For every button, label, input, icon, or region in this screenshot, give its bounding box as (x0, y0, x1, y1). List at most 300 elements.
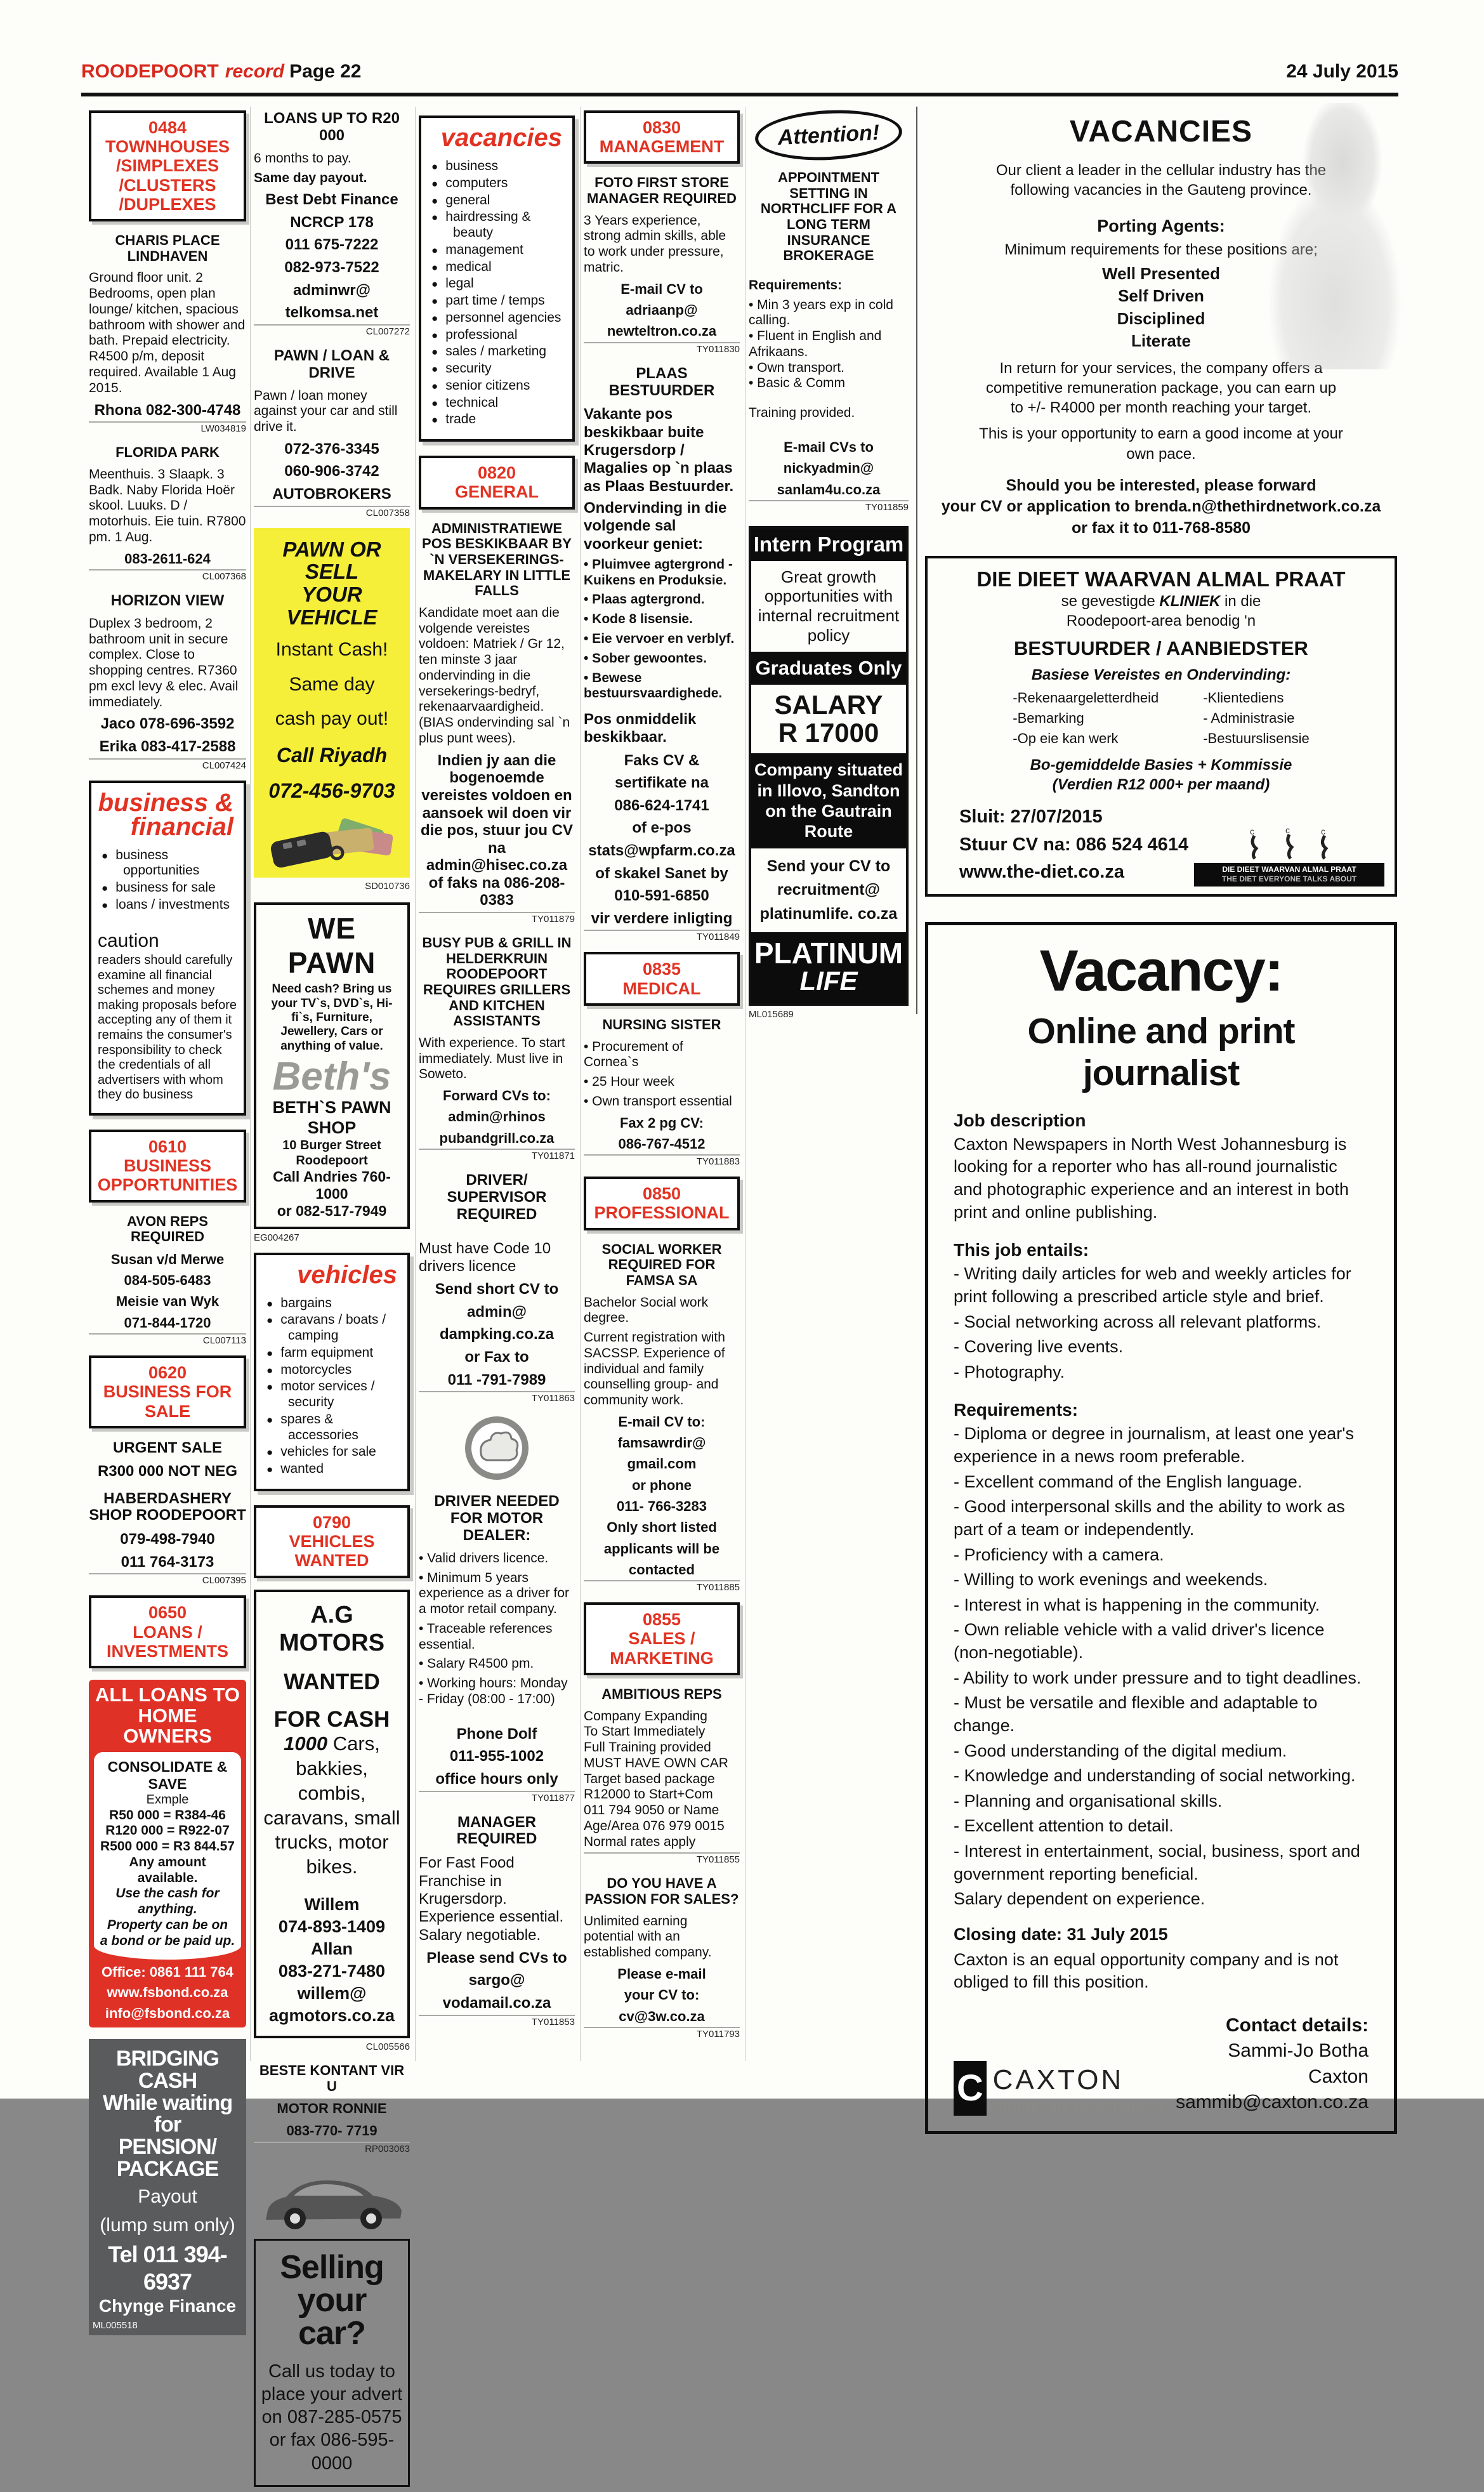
ad-horizon-view (89, 593, 246, 772)
panel-subtitle: Exmple (146, 1793, 189, 1807)
ad-cta: 086-767-4512 (618, 1135, 706, 1152)
ad-cta: or Fax to (464, 1348, 529, 1366)
vacancy-role: Online and print journalist (1027, 1010, 1295, 1093)
ad-cta: office hours only (435, 1770, 558, 1788)
commission-line: (Verdien R12 000+ per maand) (1052, 776, 1270, 794)
ad-ref: SD010736 (365, 880, 410, 892)
svg-text:c: c (1285, 824, 1290, 835)
ad-contact: Willem (304, 1894, 360, 1914)
ad-title: DIE DIEET WAARVAN ALMAL PRAAT (976, 567, 1346, 591)
list-item: ● personnel agencies (431, 310, 566, 326)
ad-platinum-life (749, 526, 909, 1006)
diet-figures-icon (1238, 826, 1340, 860)
ad-body-line: 011 794 9050 or Name (584, 1803, 719, 1818)
ad-title-line: BRIDGING CASH (116, 2047, 219, 2093)
requirement-item: -Op eie kan werk (1013, 730, 1119, 747)
category-code: 0650 (148, 1603, 187, 1623)
send-cv-text: Send your CV to recruitment@ platinumlife. co.za (759, 857, 898, 923)
rate-row: R50 000 = R384-46 (109, 1807, 226, 1823)
requirement-item: -Rekenaargeletterdheid (1013, 690, 1159, 706)
ad-body: Need cash? Bring us your TV`s, DVD`s, Hi-fi`s, Furniture, Jewellery, Cars or anything of value. (271, 982, 393, 1053)
attention-badge: Attention! (754, 107, 903, 164)
ad-contact: telkomsa.net (285, 304, 379, 322)
ad-ref: LW034819 (89, 421, 246, 435)
graduates-banner: Graduates Only (751, 652, 906, 685)
ad-cta: E-mail CV to: (618, 1413, 706, 1430)
ad-cta: Send short CV to (435, 1281, 559, 1298)
category-code: 0830 (642, 118, 681, 137)
ad-title: FOTO FIRST STORE MANAGER REQUIRED (587, 175, 737, 207)
caxton-name: CAXTON (992, 2064, 1124, 2095)
category-header-management (584, 110, 740, 164)
rate-row: Any amount available. (129, 1854, 206, 1885)
ad-cta: 011 -791-7989 (447, 1371, 546, 1388)
ad-cellular-vacancies (925, 107, 1397, 539)
rate-row: R500 000 = R3 844.57 (100, 1839, 235, 1854)
send-cv: Stuur CV na: 086 524 4614 (959, 834, 1189, 855)
list-item: ● senior citizens (431, 378, 566, 394)
list-item: ● hairdressing & beauty (431, 209, 566, 241)
list-item: ● medical (431, 260, 566, 275)
rate-row: R120 000 = R922-07 (105, 1823, 230, 1838)
ad-cta: Please send CVs to (426, 1949, 567, 1967)
ad-title: PAWN / LOAN & DRIVE (273, 346, 390, 381)
ad-cta: newteltron.co.za (607, 323, 717, 340)
ad-title-line: PENSION/ (118, 2135, 217, 2159)
ad-ref: CL007368 (89, 569, 246, 583)
list-item: ● business (431, 159, 566, 175)
list-item: ● part time / temps (431, 293, 566, 309)
feature-box-vacancies (419, 115, 575, 442)
category-header-loans-investments (89, 1595, 246, 1668)
ad-cta: Fax 2 pg CV: (619, 1114, 704, 1131)
list-item: ● motorcycles (266, 1362, 401, 1378)
requirements-label: Requirements: (954, 1400, 1079, 1420)
car-key-and-cash-image (262, 812, 402, 873)
ad-social-worker (584, 1242, 740, 1594)
ad-body-line: MUST HAVE OWN CAR (584, 1755, 728, 1770)
ad-ambitious-reps (584, 1687, 740, 1866)
ad-cta: Faks CV & (624, 751, 700, 769)
category-line: /SIMPLEXES (115, 156, 220, 176)
intern-program-banner: Intern Program (751, 529, 906, 561)
ad-foto-first (584, 175, 740, 355)
category-line: OPPORTUNITIES (97, 1175, 238, 1195)
feature-box-vehicles (254, 1253, 410, 1491)
requirement-item: - Excellent attention to detail. (954, 1816, 1174, 1836)
requirement-item: Salary dependent on experience. (954, 1889, 1205, 1909)
page-number: Page 22 (289, 61, 362, 82)
ad-bullet: • Procurement of Cornea`s (584, 1039, 683, 1070)
ad-ref: TY011883 (584, 1154, 740, 1168)
ad-body: Meenthuis. 3 Slaapk. 3 Badk. Naby Florida Hoër skool. Luuks. D / motorhuis. Eie tuin. R7800 pm. 1 Aug. (89, 466, 246, 544)
category-line: BUSINESS (123, 1156, 212, 1176)
ad-manager-required (419, 1814, 575, 2028)
ad-cta: gmail.com (627, 1456, 697, 1472)
ad-body-line: Instant Cash! (275, 639, 388, 661)
ad-bullet: • Own transport essential (584, 1093, 732, 1109)
ad-cta: E-mail CVs to (784, 438, 874, 455)
ad-phone: Tel 011 394-6937 (108, 2241, 227, 2295)
list-item: ● technical (431, 395, 566, 411)
category-header-medical (584, 952, 740, 1005)
contact-name: Sammi-Jo Botha (1228, 2040, 1369, 2062)
list-item: ● caravans / boats / camping (266, 1312, 401, 1344)
ad-title: LOANS UP TO R20 000 (264, 110, 400, 144)
ad-cta: Phone Dolf (456, 1725, 537, 1743)
ad-appointment-setting (749, 110, 909, 513)
ad-cta: nickyadmin@ (783, 460, 874, 477)
qualification-line: Self Driven (1118, 286, 1204, 306)
column-divider (916, 107, 917, 1014)
list-item: ● legal (431, 276, 566, 292)
ad-fsbond-loans (89, 1680, 246, 2027)
list-item: ● loans / investments (102, 897, 237, 913)
feature-title: financial (130, 812, 233, 841)
list-item: ● business opportunities (102, 848, 237, 880)
closing-date: Sluit: 27/07/2015 (959, 807, 1103, 827)
category-code: 0790 (312, 1512, 351, 1532)
ad-contact: 079-498-7940 (120, 1531, 215, 1548)
ad-ref: TY011859 (749, 500, 909, 513)
ad-bullet: • 25 Hour week (584, 1074, 674, 1090)
category-line: MEDICAL (622, 979, 701, 998)
ad-contact: 011 764-3173 (121, 1553, 214, 1571)
ad-bridging-cash (89, 2039, 246, 2335)
caxton-logo (954, 2061, 1176, 2116)
ad-title: DRIVER NEEDED FOR MOTOR DEALER: (434, 1493, 560, 1544)
salary-amount: R 17000 (778, 718, 879, 748)
ad-contact: 074-893-1409 (278, 1916, 386, 1936)
qualification-line: Well Presented (1102, 264, 1220, 284)
ad-contact: 084-505-6483 (124, 1272, 211, 1289)
requirement-item: - Proficiency with a camera. (954, 1545, 1164, 1564)
ad-cta: Please e-mail (617, 1966, 706, 1982)
requirements-label: Basiese Vereistes en Ondervinding: (1031, 666, 1291, 684)
ad-title: MANAGER REQUIRED (456, 1813, 537, 1848)
requirement-item: - Interest in entertainment, social, business, sport and government reporting beneficial. (954, 1842, 1360, 1883)
ad-phone: 083-770- 7719 (286, 2123, 378, 2139)
ad-body: Pos onmiddelik beskikbaar. (584, 711, 697, 746)
category-code: 0820 (477, 463, 516, 483)
beths-logo: Beth's (272, 1055, 391, 1099)
growth-text: Great growth opportunities with internal recruitment policy (758, 567, 900, 645)
ad-ref: TY011849 (584, 930, 740, 943)
requirement-item: - Administrasie (1203, 710, 1295, 727)
ad-body-line: cash pay out! (275, 708, 389, 730)
ad-title: PAWN OR SELL (282, 537, 381, 584)
requirements-columns (940, 688, 1382, 749)
entails-item: - Writing daily articles for web and weekly articles for print following a prescribed article style and brief. (954, 1264, 1351, 1306)
ad-cta: vir verdere inligting (591, 909, 733, 927)
ad-ronnie (254, 2063, 410, 2154)
ad-cta: Only short listed (607, 1519, 717, 1536)
issue-date: 24 July 2015 (1286, 61, 1398, 82)
ad-body: Vakante pos beskikbaar buite Krugersdorp / Magalies op `n plaas as Plaas Bestuurder. (584, 405, 734, 495)
ad-contacts (261, 1894, 402, 2027)
category-code: 0850 (642, 1184, 681, 1204)
ad-contact: 082-973-7522 (284, 259, 379, 277)
ad-body: Kandidate moet aan die volgende vereistes voldoen: Matriek / Gr 12, ten minste 3 jaar ondervinding in die versekerings-bedryf, rekenaarvaardigheid. (BIAS ondervinding sal `n plus punt wees). (419, 605, 570, 746)
ad-admin-pos (419, 521, 575, 925)
ad-title: DO YOU HAVE A PASSION FOR SALES? (584, 1875, 739, 1908)
ad-bullet: • Kode 8 lisensie. (584, 612, 693, 627)
list-item: ● sales / marketing (431, 344, 566, 360)
column-5 (749, 107, 909, 1029)
ad-body-line: Full Training provided (584, 1740, 711, 1755)
ad-contact: AUTOBROKERS (272, 485, 391, 503)
category-line: INVESTMENTS (106, 1641, 229, 1661)
requirement-item: -Bemarking (1013, 710, 1084, 727)
ad-we-pawn (254, 902, 410, 1229)
ad-body-line: Company Expanding (584, 1708, 707, 1724)
ad-panel (94, 1752, 241, 1960)
ad-title: MOTOR RONNIE (277, 2100, 387, 2116)
ad-body: Minimum requirements for these positions are; (1004, 241, 1318, 259)
ad-plaas-bestuurder (584, 366, 740, 944)
feature-title: business & (98, 788, 233, 817)
caxton-logo-icon: C (954, 2061, 987, 2116)
ad-cta: of skakel Sanet by (595, 864, 728, 882)
ad-cta: your CV to: (624, 1987, 700, 2003)
ad-body-line: Age/Area 076 979 0015 (584, 1818, 725, 1833)
ad-body-line: Normal rates apply (584, 1834, 696, 1849)
category-header-business-opportunities (89, 1130, 246, 1203)
list-item: ● business for sale (102, 880, 237, 896)
ad-contact: Erika 083-417-2588 (99, 737, 236, 755)
panel-note: Property can be on (107, 1918, 228, 1933)
ad-cta: E-mail CV to (621, 280, 703, 297)
category-header-professional (584, 1177, 740, 1230)
ad-contact: 071-844-1720 (124, 1314, 211, 1331)
shop-name: BETH`S PAWN SHOP (272, 1098, 391, 1138)
ad-title: WE PAWN (287, 911, 376, 979)
ad-selling-your-car (254, 2239, 410, 2487)
column-3 (419, 107, 575, 2037)
ad-ref: CL007113 (89, 1333, 246, 1347)
ad-bullet: • Minimum 5 years experience as a driver for a motor retail company. (419, 1570, 569, 1617)
ad-title: ADMINISTRATIEWE POS BESKIKBAAR BY `N VERSEKERINGS- MAKELARY IN LITTLE FALLS (422, 520, 572, 599)
contact-company: Caxton (1308, 2066, 1369, 2087)
category-code: 0855 (642, 1610, 681, 1630)
category-header-business-for-sale (89, 1355, 246, 1428)
category-header-sales-marketing (584, 1602, 740, 1675)
requirement-item: - Own reliable vehicle with a valid driver's licence (non-negotiable). (954, 1620, 1325, 1663)
list-item: ● vehicles for sale (266, 1444, 401, 1460)
ad-cta: sargo@ (468, 1972, 525, 1989)
ad-ref: TY011793 (584, 2027, 740, 2040)
requirement-item: - Good interpersonal skills and the ability to work as part of a team or independently. (954, 1497, 1345, 1539)
ad-body: Same day payout. (254, 170, 367, 185)
ad-title: VACANCIES (1069, 115, 1253, 148)
ad-body: Duplex 3 bedroom, 2 bathroom unit in secure complex. Close to shopping centres. R7360 pm excl levy & elec. Avail immediately. (89, 616, 239, 709)
ad-contact: Rhona 082-300-4748 (94, 401, 241, 419)
ad-cta: 010-591-6850 (614, 887, 709, 905)
kliniek-highlight: KLINIEK (1159, 592, 1221, 610)
ad-contact: Meisie van Wyk (115, 1293, 220, 1310)
requirement-item: - Ability to work under pressure and to tight deadlines. (954, 1668, 1362, 1687)
list-item: ● spares & accessories (266, 1412, 401, 1444)
ad-cta: 011- 766-3283 (617, 1498, 707, 1515)
ad-title-line: PACKAGE (116, 2156, 219, 2181)
ad-contact: Call Riyadh (276, 743, 388, 767)
caution-body: readers should carefully examine all financial schemes and money making proposals before accepting any of them it remains the consumer's responsibility to check the credentials of all advertisers with whom they do business (98, 953, 237, 1102)
ad-title: PLAAS BESTUURDER (608, 364, 715, 399)
list-item: ● wanted (266, 1461, 401, 1477)
ad-body-line: (lump sum only) (100, 2214, 235, 2236)
website: www.the-diet.co.za (959, 862, 1124, 883)
equal-opportunity-note: Caxton is an equal opportunity company and is not obliged to fill this position. (954, 1949, 1339, 1992)
ad-body: 3 Years experience, strong admin skills, able to work under pressure, matric. (584, 213, 726, 275)
requirement-item: - Planning and organisational skills. (954, 1791, 1223, 1810)
car-image (256, 2164, 408, 2234)
role-title: Porting Agents: (1097, 216, 1225, 236)
ad-body-line: Target based package (584, 1771, 715, 1786)
ad-subtitle: se gevestigde KLINIEK in die (1061, 592, 1261, 610)
ad-bullet: • Min 3 years exp in cold calling. (749, 297, 893, 328)
ad-ref: CL007395 (89, 1573, 246, 1586)
category-header-general (419, 456, 575, 509)
ad-ref: TY011871 (419, 1149, 575, 1162)
diet-logo-line1: DIE DIEET WAARVAN ALMAL PRAAT (1222, 864, 1356, 874)
list-item: ● trade (431, 412, 566, 428)
shop-address: Roodepoort (296, 1153, 368, 1168)
recruitment-photo (1251, 103, 1403, 369)
ad-bullet: • Bewese bestuursvaardighede. (584, 670, 723, 701)
ad-urgent-sale (89, 1440, 246, 1587)
category-line: BUSINESS FOR SALE (103, 1382, 232, 1421)
page-header (81, 61, 1398, 82)
ad-company: Chynge Finance (98, 2296, 237, 2316)
ad-contact: info@fsbond.co.za (105, 2005, 230, 2021)
category-line: TOWNHOUSES (105, 137, 230, 157)
requirement-item: - Must be versatile and flexible and adaptable to change. (954, 1693, 1318, 1735)
brand-edition: record (225, 61, 285, 82)
ad-contact: Office: 0861 111 764 (102, 1963, 233, 1980)
category-line: MANAGEMENT (599, 137, 725, 157)
brand-name: ROODEPOORT (81, 61, 219, 82)
ad-intro: Our client a leader in the cellular industry has the following vacancies in the Gauteng province. (995, 162, 1327, 199)
ad-bullet: • Working hours: Monday - Friday (08:00 - 17:00) (419, 1676, 568, 1706)
svg-text:c: c (1250, 826, 1254, 836)
list-item: ● bargains (266, 1296, 401, 1312)
entails-item: - Social networking across all relevant platforms. (954, 1312, 1322, 1331)
entails-item: - Photography. (954, 1362, 1065, 1381)
ad-body: Current registration with SACSSP. Experience of individual and family counselling group- and community work. (584, 1330, 725, 1408)
entails-label: This job entails: (954, 1240, 1089, 1260)
ad-bullet: • Valid drivers licence. (419, 1550, 549, 1566)
ad-body: Training provided. (749, 405, 855, 421)
category-code: 0835 (642, 959, 681, 979)
ad-ref: CL007358 (254, 506, 410, 519)
ad-cta: Indien jy aan die bogenoemde vereistes voldoen en aansoek wil doen vir die pos, stuur jou CV na admin@hisec.co.za of faks na 086-208-0383 (420, 751, 573, 909)
category-line: PROFESSIONAL (594, 1203, 730, 1223)
ad-cta: 086-624-1741 (614, 796, 709, 814)
job-description: Caxton Newspapers in North West Johannesburg is looking for a reporter who has all-round journalistic and photographic experience and an interest in both print and online publishing. (954, 1134, 1349, 1222)
ad-ag-motors (254, 1590, 410, 2039)
right-ads-area (925, 107, 1397, 2134)
ad-contact: 060-906-3742 (284, 463, 379, 480)
ad-contact: 083-271-7480 (278, 1961, 386, 1981)
list-item: ● farm equipment (266, 1345, 401, 1361)
ad-title: BUSY PUB & GRILL IN HELDERKRUIN ROODEPOORT REQUIRES GRILLERS AND KITCHEN ASSISTANTS (422, 935, 572, 1029)
entails-item: - Covering live events. (954, 1337, 1124, 1357)
ad-title: AVON REPS REQUIRED (127, 1213, 208, 1245)
ad-cta: contacted (629, 1561, 695, 1578)
ad-florida-park (89, 445, 246, 583)
ad-charis-place (89, 233, 246, 435)
ad-cta-email: your CV or application to brenda.n@thethirdnetwork.co.za (941, 498, 1381, 516)
ad-cta-fax: or fax it to 011-768-8580 (1071, 519, 1251, 537)
ad-title: Selling (280, 2248, 384, 2286)
list-item: ● professional (431, 327, 566, 343)
ad-contact: 083-2611-624 (124, 550, 211, 567)
ad-body-line: To Start Immediately (584, 1724, 706, 1739)
ad-loans-20k (254, 110, 410, 338)
ad-ref: TY011863 (419, 1391, 575, 1404)
ad-body-line: Payout (138, 2186, 197, 2208)
ad-contact: Allan (310, 1939, 353, 1958)
ad-cta: pubandgrill.co.za (439, 1130, 555, 1146)
ad-cta: admin@ (466, 1303, 527, 1321)
ad-journalist-vacancy (925, 922, 1397, 2134)
ad-body: Call us today to place your advert on 087-285-0575 or fax 086-595-0000 (261, 2361, 403, 2474)
column-divider (580, 107, 581, 2061)
panel-note: a bond or be paid up. (100, 1933, 235, 1948)
commission-line: Bo-gemiddelde Basies + Kommissie (1030, 756, 1292, 774)
ad-body: Pawn / loan money against your car and still drive it. (254, 388, 398, 435)
ad-contact: 011 675-7222 (285, 236, 379, 254)
ad-title-line: While waiting for (102, 2090, 233, 2137)
feature-title: vehicles (297, 1260, 397, 1289)
brand-platinum: PLATINUM (754, 937, 903, 970)
ad-contact: Best Debt Finance (265, 191, 398, 209)
panel-title: CONSOLIDATE & SAVE (107, 1758, 228, 1792)
ad-driver-dealer (419, 1493, 575, 1803)
feature-box-business-financial (89, 781, 246, 1116)
ad-phone: or 082-517-7949 (277, 1203, 387, 1220)
count-highlight: 1000 (284, 1732, 328, 1755)
column-1 (89, 107, 246, 2340)
ad-body: 6 months to pay. (254, 150, 351, 166)
ad-ref: TY011879 (419, 912, 575, 925)
list-item: ● security (431, 361, 566, 377)
ad-cta: cv@3w.co.za (619, 2008, 705, 2024)
ad-title: YOUR VEHICLE (286, 582, 378, 629)
requirement-item: - Interest in what is happening in the community. (954, 1595, 1320, 1614)
list-item: ● computers (431, 176, 566, 192)
ad-ref: CL007424 (89, 758, 246, 772)
ad-contact: 072-456-9703 (268, 779, 395, 802)
ad-cta: dampking.co.za (439, 1326, 555, 1343)
ad-cta: sertifikate na (614, 774, 709, 792)
ad-avon-reps (89, 1214, 246, 1347)
ad-contact: adminwr@ (292, 281, 371, 299)
contact-label: Contact details: (1225, 2014, 1369, 2036)
ad-ref: ML005518 (93, 2320, 138, 2331)
ad-body: Ondervinding in die volgende sal voorkeur geniet: (584, 499, 727, 553)
list-item: ● general (431, 193, 566, 209)
svg-text:c: c (1321, 826, 1325, 836)
ad-cta: applicants will be (603, 1540, 720, 1557)
ad-body: Ground floor unit. 2 Bedrooms, open plan lounge/ kitchen, spacious bathroom with shower and bath. Prepaid electricity. R4500 p/m, deposit required. Available 1 Aug 2015. (89, 270, 246, 395)
column-4 (584, 107, 740, 2049)
ad-contact: Susan v/d Merwe (110, 1251, 225, 1267)
ad-title-line: ALL LOANS TO (95, 1684, 240, 1706)
dealer-logo-icon (462, 1413, 532, 1483)
ad-title: R300 000 NOT NEG (97, 1462, 238, 1480)
category-header-townhouses (89, 110, 246, 221)
